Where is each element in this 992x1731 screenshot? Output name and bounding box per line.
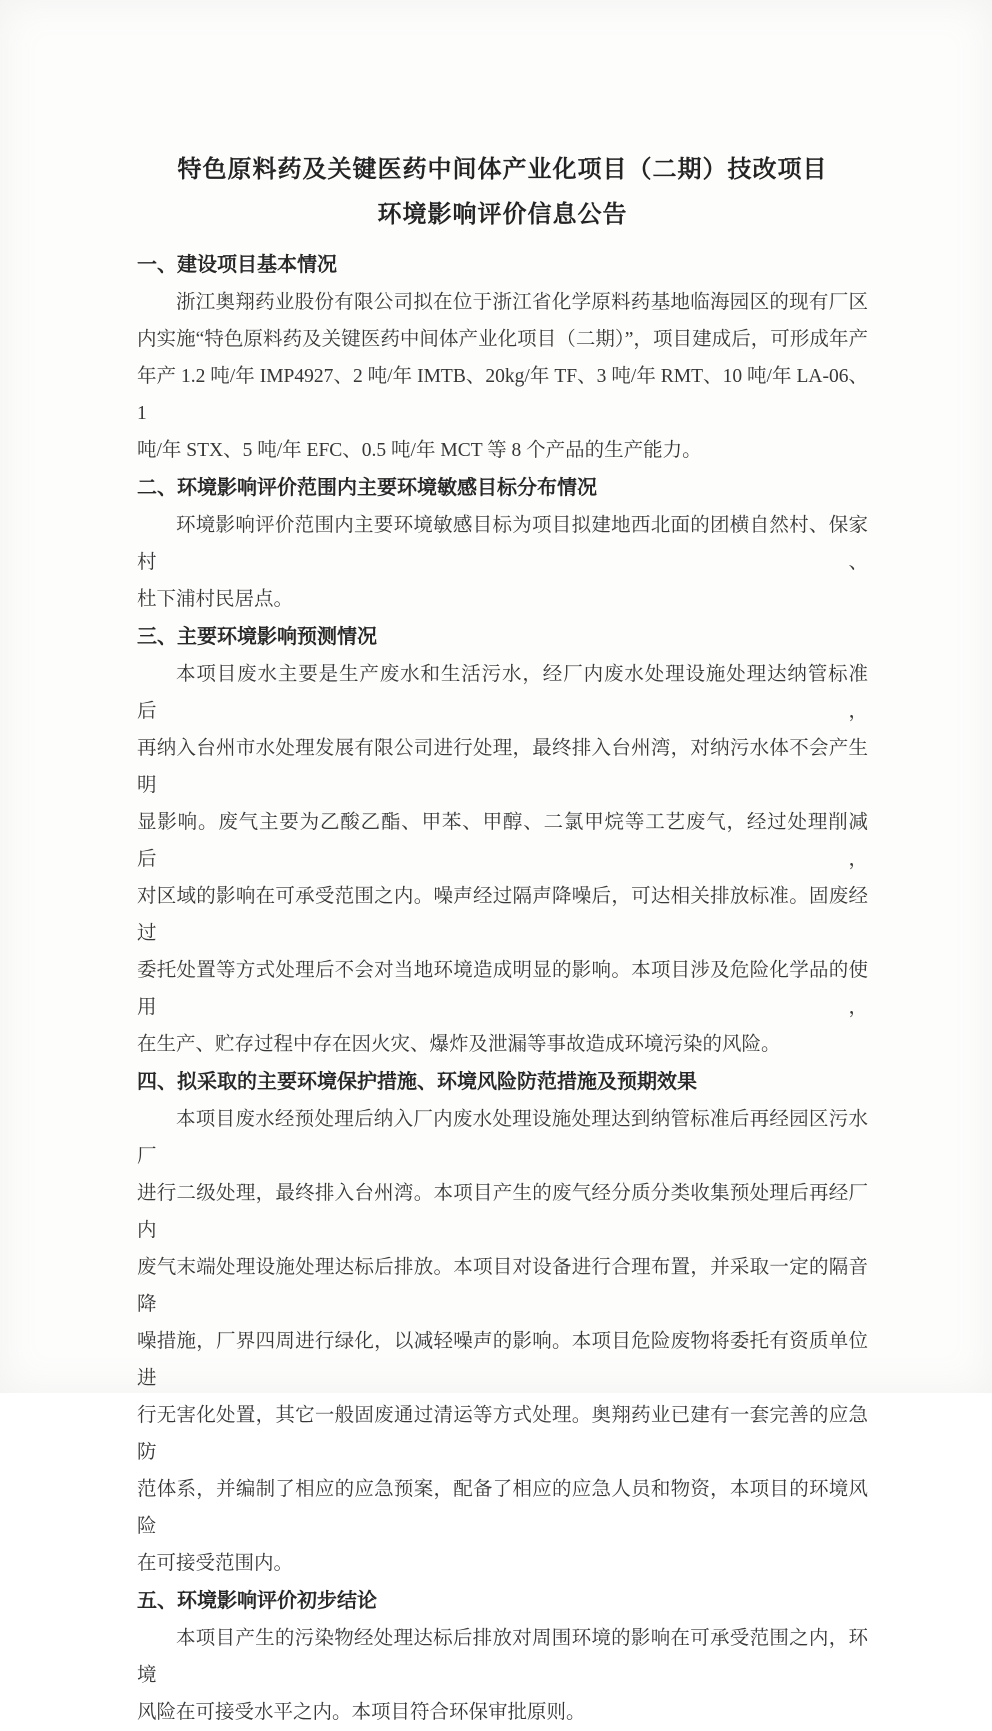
scanned-document-content [137, 148, 868, 1731]
title-line-1: 特色原料药及关键医药中间体产业化项目（二期）技改项目 [177, 157, 828, 183]
section-4-heading: 四、拟采取的主要环境保护措施、环境风险防范措施及预期效果 [137, 1071, 697, 1093]
paragraph-line: 废气末端处理设施处理达标后排放。本项目对设备进行合理布置，并采取一定的隔音降 [137, 1257, 868, 1315]
section-impact-prediction [137, 618, 868, 1063]
paragraph-line: 浙江奥翔药业股份有限公司拟在位于浙江省化学原料药基地临海园区的现有厂区 [176, 292, 868, 313]
paragraph-line: 本项目废水经预处理后纳入厂内废水处理设施处理达到纳管标准后再经园区污水厂 [137, 1109, 868, 1167]
paragraph-line: 内实施“特色原料药及关键医药中间体产业化项目（二期）”，项目建成后，可形成年产 [137, 329, 868, 350]
section-preliminary-conclusion [137, 1582, 868, 1731]
paragraph-line: 在生产、贮存过程中存在因火灾、爆炸及泄漏等事故造成环境污染的风险。 [137, 1034, 781, 1055]
section-1-heading: 一、建设项目基本情况 [137, 254, 337, 276]
paragraph-line: 本项目产生的污染物经处理达标后排放对周围环境的影响在可承受范围之内，环境 [137, 1628, 868, 1686]
paragraph-line: 杜下浦村民居点。 [137, 589, 294, 610]
paragraph-line: 年产 1.2 吨/年 IMP4927、2 吨/年 IMTB、20kg/年 TF、3 吨/年 RMT、10 吨/年 LA-06、1 [137, 366, 868, 424]
paragraph-line: 在可接受范围内。 [137, 1553, 294, 1574]
section-5-heading: 五、环境影响评价初步结论 [137, 1590, 377, 1612]
paragraph-line: 范体系，并编制了相应的应急预案，配备了相应的应急人员和物资，本项目的环境风险 [137, 1479, 868, 1537]
section-3-heading: 三、主要环境影响预测情况 [137, 626, 377, 648]
section-sensitive-targets [137, 469, 868, 618]
section-protection-measures [137, 1063, 868, 1582]
section-2-heading: 二、环境影响评价范围内主要环境敏感目标分布情况 [137, 477, 597, 499]
title-line-2: 环境影响评价信息公告 [377, 202, 628, 228]
paragraph-line: 噪措施，厂界四周进行绿化，以减轻噪声的影响。本项目危险废物将委托有资质单位进 [137, 1331, 868, 1389]
paragraph-line: 再纳入台州市水处理发展有限公司进行处理，最终排入台州湾，对纳污水体不会产生明 [137, 738, 868, 796]
section-basic-project-info [137, 246, 868, 469]
paragraph-line: 风险在可接受水平之内。本项目符合环保审批原则。 [137, 1702, 586, 1723]
paragraph-line: 委托处置等方式处理后不会对当地环境造成明显的影响。本项目涉及危险化学品的使用， [137, 960, 868, 1018]
paragraph-line: 显影响。废气主要为乙酸乙酯、甲苯、甲醇、二氯甲烷等工艺废气，经过处理削减后， [137, 812, 868, 870]
paragraph-line: 环境影响评价范围内主要环境敏感目标为项目拟建地西北面的团横自然村、保家村、 [137, 515, 868, 573]
paragraph-line: 对区域的影响在可承受范围之内。噪声经过隔声降噪后，可达相关排放标准。固废经过 [137, 886, 868, 944]
paragraph-line: 行无害化处置，其它一般固废通过清运等方式处理。奥翔药业已建有一套完善的应急防 [137, 1405, 868, 1463]
paragraph-line: 吨/年 STX、5 吨/年 EFC、0.5 吨/年 MCT 等 8 个产品的生产能力。 [137, 440, 702, 461]
paragraph-line: 本项目废水主要是生产废水和生活污水，经厂内废水处理设施处理达纳管标准后， [137, 664, 868, 722]
document-title [137, 148, 868, 238]
paragraph-line: 进行二级处理，最终排入台州湾。本项目产生的废气经分质分类收集预处理后再经厂内 [137, 1183, 868, 1241]
